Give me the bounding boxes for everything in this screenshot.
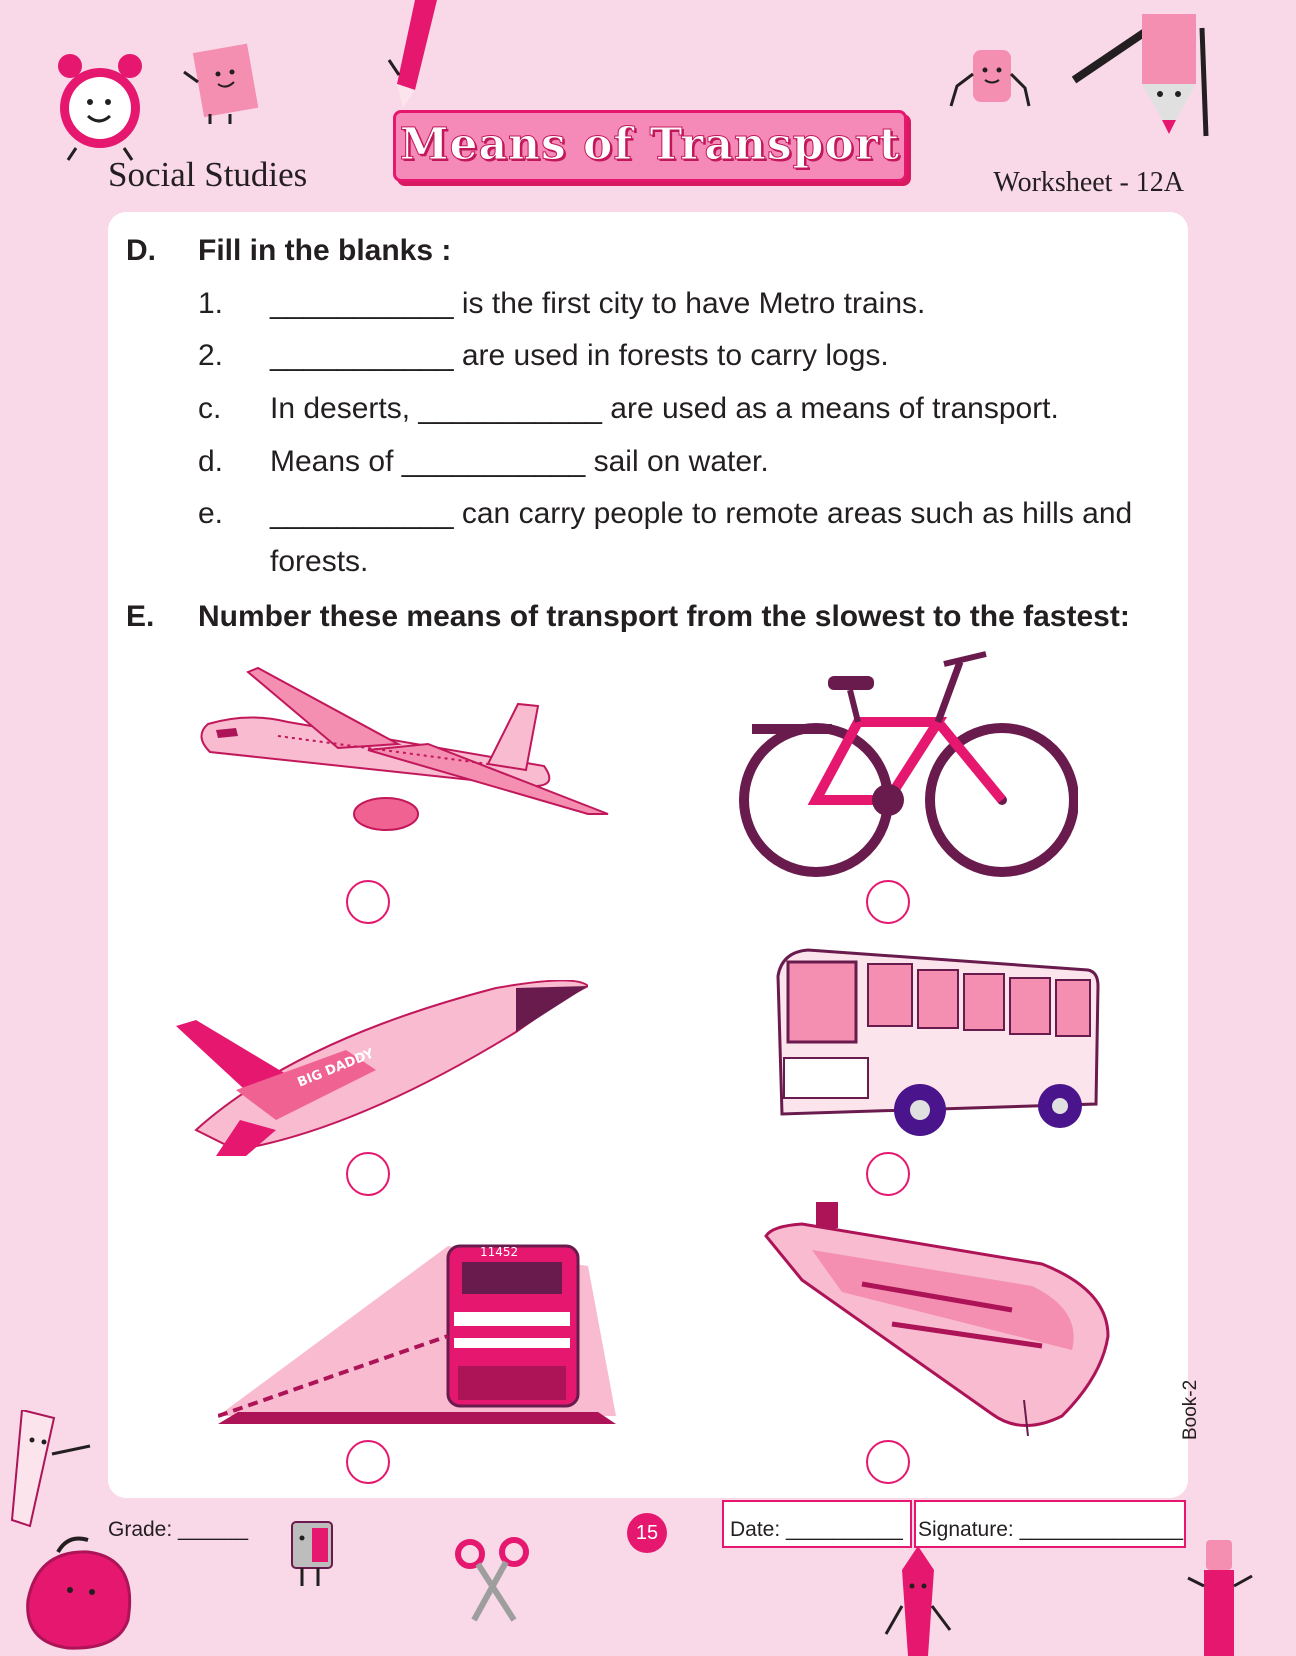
question-label: c. bbox=[198, 392, 222, 425]
ruler-character-icon bbox=[8, 1410, 98, 1530]
train-number-label: 11452 bbox=[480, 1245, 519, 1259]
train-icon bbox=[218, 1216, 616, 1426]
page-number: 15 bbox=[627, 1513, 667, 1553]
bicycle-icon bbox=[738, 650, 1078, 882]
pencil-icon bbox=[385, 0, 445, 115]
airplane-icon bbox=[188, 664, 620, 852]
signature-field[interactable]: Signature: ______________ bbox=[918, 1518, 1184, 1541]
question-label: 2. bbox=[198, 339, 224, 372]
question-text: ___________ can carry people to remote areas such as hills and bbox=[270, 497, 1133, 530]
section-e-title: Number these means of transport from the slowest to the fastest: bbox=[198, 600, 1130, 633]
answer-circle-bus[interactable] bbox=[866, 1152, 910, 1196]
question-label: e. bbox=[198, 497, 224, 530]
answer-circle-train[interactable] bbox=[346, 1440, 390, 1484]
notepad-icon bbox=[180, 42, 270, 127]
boat-icon bbox=[762, 1200, 1114, 1436]
answer-circle-airplane[interactable] bbox=[346, 880, 390, 924]
school-bag-icon bbox=[18, 1530, 148, 1650]
pencil-stub-character-icon bbox=[1186, 1536, 1256, 1656]
subject-label: Social Studies bbox=[108, 155, 308, 194]
section-e-letter: E. bbox=[126, 600, 155, 633]
grade-field[interactable]: Grade: ______ bbox=[108, 1518, 249, 1541]
crayon-character-icon bbox=[884, 1546, 954, 1656]
rocket-icon bbox=[176, 980, 588, 1158]
worksheet-number: Worksheet - 12A bbox=[993, 167, 1184, 198]
alarm-clock-icon bbox=[52, 44, 152, 164]
signature-box[interactable] bbox=[914, 1500, 1186, 1548]
answer-circle-bicycle[interactable] bbox=[866, 880, 910, 924]
title-banner bbox=[393, 110, 907, 182]
bus-icon bbox=[768, 946, 1100, 1142]
pencil-character-icon bbox=[1072, 8, 1222, 138]
answer-circle-rocket[interactable] bbox=[346, 1152, 390, 1196]
section-d-title: Fill in the blanks : bbox=[198, 234, 452, 267]
rocket-label: BIG DADDY bbox=[295, 1046, 377, 1091]
question-text: ___________ is the first city to have Metro trains. bbox=[270, 287, 926, 320]
page-title: Means of Transport bbox=[399, 119, 901, 170]
question-label: d. bbox=[198, 445, 224, 478]
eraser-icon bbox=[945, 44, 1035, 124]
question-label: 1. bbox=[198, 287, 224, 320]
book-label: Book-2 bbox=[1180, 1379, 1201, 1440]
date-field[interactable]: Date: __________ bbox=[730, 1518, 903, 1541]
question-text: Means of ___________ sail on water. bbox=[270, 445, 769, 478]
question-text: ___________ are used in forests to carry logs. bbox=[270, 339, 889, 372]
sharpener-character-icon bbox=[284, 1520, 344, 1590]
question-text: In deserts, ___________ are used as a means of transport. bbox=[270, 392, 1059, 425]
section-d-letter: D. bbox=[126, 234, 156, 267]
date-box[interactable] bbox=[722, 1500, 912, 1548]
answer-circle-boat[interactable] bbox=[866, 1440, 910, 1484]
scissors-icon bbox=[454, 1536, 534, 1622]
question-text-continuation: forests. bbox=[270, 545, 369, 578]
